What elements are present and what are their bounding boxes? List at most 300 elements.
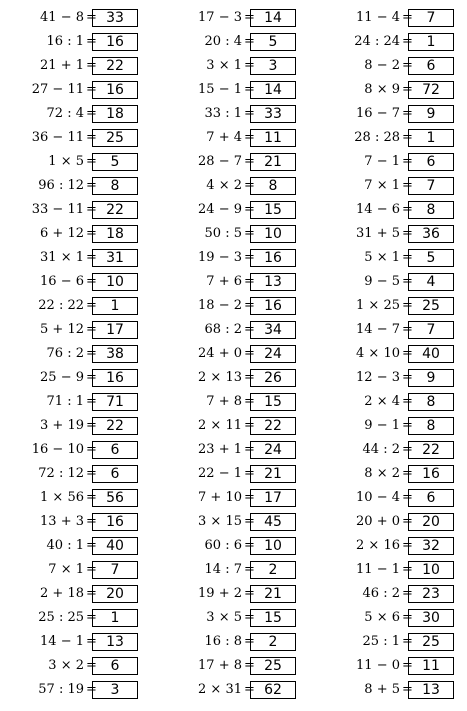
problem-row (12, 678, 162, 702)
problem-expression: 22 : 22 (38, 298, 84, 313)
equals-sign: = (86, 586, 97, 601)
problem-expression: 2 × 31 (198, 682, 242, 697)
answer-box[interactable]: 26 (250, 369, 296, 387)
equals-sign: = (244, 634, 255, 649)
problem-expression: 27 − 11 (31, 82, 84, 97)
answer-box[interactable]: 14 (250, 81, 296, 99)
problem-expression: 7 + 6 (206, 274, 242, 289)
equals-sign: = (402, 34, 413, 49)
equals-sign: = (402, 370, 413, 385)
answer-box[interactable]: 22 (92, 417, 138, 435)
equals-sign: = (86, 130, 97, 145)
problem-row (12, 126, 162, 150)
answer-box[interactable]: 30 (408, 609, 454, 627)
equals-sign: = (244, 562, 255, 577)
problem-expression: 18 − 2 (198, 298, 242, 313)
problem-expression: 2 × 11 (198, 418, 242, 433)
problem-row (328, 438, 467, 462)
equals-sign: = (244, 466, 255, 481)
problem-row (12, 78, 162, 102)
problem-row (328, 486, 467, 510)
answer-box[interactable]: 5 (408, 249, 454, 267)
problem-expression: 1 × 56 (40, 490, 84, 505)
answer-box[interactable]: 7 (92, 561, 138, 579)
answer-box[interactable]: 22 (92, 57, 138, 75)
problem-expression: 72 : 12 (38, 466, 84, 481)
problem-row (12, 270, 162, 294)
problem-expression: 60 : 6 (204, 538, 242, 553)
equals-sign: = (86, 322, 97, 337)
answer-box[interactable]: 1 (408, 33, 454, 51)
problem-row (328, 150, 467, 174)
problem-row (12, 366, 162, 390)
answer-box[interactable]: 13 (250, 273, 296, 291)
problem-row (170, 222, 320, 246)
equals-sign: = (244, 322, 255, 337)
problem-row (170, 438, 320, 462)
answer-box[interactable]: 25 (408, 633, 454, 651)
problem-row (170, 78, 320, 102)
equals-sign: = (244, 34, 255, 49)
answer-box[interactable]: 16 (92, 513, 138, 531)
equals-sign: = (86, 250, 97, 265)
answer-box[interactable]: 6 (92, 657, 138, 675)
answer-box[interactable]: 13 (92, 633, 138, 651)
equals-sign: = (86, 682, 97, 697)
answer-box[interactable]: 4 (408, 273, 454, 291)
answer-box[interactable]: 40 (92, 537, 138, 555)
problem-expression: 72 : 4 (46, 106, 84, 121)
problem-row (12, 222, 162, 246)
problem-row (328, 654, 467, 678)
equals-sign: = (402, 322, 413, 337)
answer-box[interactable]: 10 (250, 225, 296, 243)
answer-box[interactable]: 5 (250, 33, 296, 51)
problem-expression: 44 : 2 (362, 442, 400, 457)
equals-sign: = (402, 394, 413, 409)
answer-box[interactable]: 36 (408, 225, 454, 243)
problem-expression: 76 : 2 (46, 346, 84, 361)
problem-row (328, 462, 467, 486)
answer-box[interactable]: 33 (250, 105, 296, 123)
problem-expression: 2 × 4 (364, 394, 400, 409)
answer-box[interactable]: 16 (250, 297, 296, 315)
problem-expression: 3 × 1 (206, 58, 242, 73)
equals-sign: = (86, 634, 97, 649)
answer-box[interactable]: 20 (92, 585, 138, 603)
problem-expression: 17 + 8 (198, 658, 242, 673)
problem-row (12, 246, 162, 270)
problem-row (328, 678, 467, 702)
problem-expression: 6 + 12 (40, 226, 84, 241)
answer-box[interactable]: 10 (92, 273, 138, 291)
answer-box[interactable]: 15 (250, 201, 296, 219)
problem-expression: 28 : 28 (354, 130, 400, 145)
problem-expression: 28 − 7 (198, 154, 242, 169)
equals-sign: = (402, 634, 413, 649)
problem-row (12, 606, 162, 630)
answer-box[interactable]: 31 (92, 249, 138, 267)
answer-box[interactable]: 17 (92, 321, 138, 339)
equals-sign: = (244, 394, 255, 409)
answer-box[interactable]: 6 (92, 441, 138, 459)
problem-expression: 50 : 5 (204, 226, 242, 241)
problem-row (328, 126, 467, 150)
equals-sign: = (402, 154, 413, 169)
problem-expression: 9 − 5 (364, 274, 400, 289)
problem-expression: 19 + 2 (198, 586, 242, 601)
answer-box[interactable]: 25 (250, 657, 296, 675)
equals-sign: = (244, 346, 255, 361)
problem-row (12, 462, 162, 486)
problem-expression: 96 : 12 (38, 178, 84, 193)
answer-box[interactable]: 16 (92, 33, 138, 51)
equals-sign: = (244, 10, 255, 25)
problem-row (12, 174, 162, 198)
answer-box[interactable]: 1 (92, 297, 138, 315)
answer-box[interactable]: 15 (250, 609, 296, 627)
equals-sign: = (86, 490, 97, 505)
problem-expression: 15 − 1 (198, 82, 242, 97)
problem-row (328, 582, 467, 606)
problem-expression: 23 + 1 (198, 442, 242, 457)
answer-box[interactable]: 23 (408, 585, 454, 603)
problem-row (328, 222, 467, 246)
problem-row (328, 414, 467, 438)
equals-sign: = (244, 202, 255, 217)
answer-box[interactable]: 24 (250, 441, 296, 459)
problem-row (12, 6, 162, 30)
answer-box[interactable]: 56 (92, 489, 138, 507)
problem-expression: 1 × 5 (48, 154, 84, 169)
answer-box[interactable]: 40 (408, 345, 454, 363)
problem-row (170, 198, 320, 222)
problem-expression: 11 − 0 (356, 658, 400, 673)
problem-expression: 33 − 11 (31, 202, 84, 217)
problem-row (328, 558, 467, 582)
problem-row (170, 150, 320, 174)
equals-sign: = (402, 10, 413, 25)
equals-sign: = (86, 154, 97, 169)
problem-expression: 71 : 1 (46, 394, 84, 409)
answer-box[interactable]: 16 (250, 249, 296, 267)
equals-sign: = (244, 82, 255, 97)
equals-sign: = (86, 610, 97, 625)
problem-expression: 40 : 1 (46, 538, 84, 553)
problem-row (12, 534, 162, 558)
answer-box[interactable]: 25 (92, 129, 138, 147)
answer-box[interactable]: 8 (250, 177, 296, 195)
equals-sign: = (244, 154, 255, 169)
answer-box[interactable]: 7 (408, 9, 454, 27)
equals-sign: = (402, 562, 413, 577)
answer-box[interactable]: 25 (408, 297, 454, 315)
problem-row (328, 6, 467, 30)
problem-expression: 4 × 10 (356, 346, 400, 361)
problem-row (12, 342, 162, 366)
answer-box[interactable]: 8 (92, 177, 138, 195)
problem-expression: 24 + 0 (198, 346, 242, 361)
problem-expression: 7 + 10 (198, 490, 242, 505)
answer-box[interactable]: 6 (408, 153, 454, 171)
answer-box[interactable]: 24 (250, 345, 296, 363)
equals-sign: = (86, 10, 97, 25)
equals-sign: = (402, 418, 413, 433)
problem-row (170, 102, 320, 126)
problem-expression: 7 + 8 (206, 394, 242, 409)
equals-sign: = (244, 178, 255, 193)
problem-row (12, 198, 162, 222)
answer-box[interactable]: 72 (408, 81, 454, 99)
problem-row (328, 246, 467, 270)
problem-expression: 31 + 5 (356, 226, 400, 241)
problem-row (170, 318, 320, 342)
problem-row (328, 54, 467, 78)
equals-sign: = (244, 658, 255, 673)
equals-sign: = (402, 130, 413, 145)
equals-sign: = (402, 490, 413, 505)
equals-sign: = (244, 370, 255, 385)
problem-row (12, 102, 162, 126)
problem-row (170, 366, 320, 390)
problem-row (170, 6, 320, 30)
problem-expression: 8 − 2 (364, 58, 400, 73)
problem-expression: 57 : 19 (38, 682, 84, 697)
answer-box[interactable]: 16 (92, 81, 138, 99)
answer-box[interactable]: 11 (408, 657, 454, 675)
answer-box[interactable]: 5 (92, 153, 138, 171)
problem-row (170, 606, 320, 630)
equals-sign: = (86, 514, 97, 529)
equals-sign: = (86, 418, 97, 433)
answer-box[interactable]: 9 (408, 369, 454, 387)
problem-row (12, 582, 162, 606)
equals-sign: = (402, 442, 413, 457)
problem-row (170, 174, 320, 198)
problem-expression: 22 − 1 (198, 466, 242, 481)
answer-box[interactable]: 22 (92, 201, 138, 219)
equals-sign: = (244, 250, 255, 265)
problem-row (328, 510, 467, 534)
answer-box[interactable]: 3 (250, 57, 296, 75)
equals-sign: = (244, 226, 255, 241)
problem-row (328, 390, 467, 414)
problem-row (328, 174, 467, 198)
answer-box[interactable]: 10 (250, 537, 296, 555)
answer-box[interactable]: 1 (408, 129, 454, 147)
problem-row (170, 126, 320, 150)
answer-box[interactable]: 16 (92, 369, 138, 387)
problem-row (170, 342, 320, 366)
problem-row (170, 654, 320, 678)
problem-expression: 68 : 2 (204, 322, 242, 337)
problem-expression: 14 : 7 (204, 562, 242, 577)
problem-expression: 16 : 8 (204, 634, 242, 649)
problem-expression: 14 − 6 (356, 202, 400, 217)
answer-box[interactable]: 2 (250, 633, 296, 651)
problem-row (12, 390, 162, 414)
problem-row (328, 102, 467, 126)
problem-column-1 (12, 6, 162, 702)
problem-row (170, 54, 320, 78)
answer-box[interactable]: 34 (250, 321, 296, 339)
problem-expression: 11 − 1 (356, 562, 400, 577)
answer-box[interactable]: 6 (92, 465, 138, 483)
problem-expression: 3 × 15 (198, 514, 242, 529)
problem-row (12, 414, 162, 438)
equals-sign: = (402, 106, 413, 121)
problem-row (170, 486, 320, 510)
equals-sign: = (402, 466, 413, 481)
answer-box[interactable]: 21 (250, 153, 296, 171)
problem-row (170, 246, 320, 270)
equals-sign: = (244, 442, 255, 457)
answer-box[interactable]: 32 (408, 537, 454, 555)
problem-expression: 36 − 11 (31, 130, 84, 145)
equals-sign: = (244, 490, 255, 505)
answer-box[interactable]: 20 (408, 513, 454, 531)
equals-sign: = (244, 298, 255, 313)
problem-expression: 8 × 9 (364, 82, 400, 97)
problem-row (170, 294, 320, 318)
equals-sign: = (402, 274, 413, 289)
equals-sign: = (86, 370, 97, 385)
equals-sign: = (402, 202, 413, 217)
answer-box[interactable]: 8 (408, 417, 454, 435)
problem-expression: 25 − 9 (40, 370, 84, 385)
equals-sign: = (402, 658, 413, 673)
problem-expression: 17 − 3 (198, 10, 242, 25)
problem-expression: 14 − 7 (356, 322, 400, 337)
answer-box[interactable]: 22 (250, 417, 296, 435)
problem-expression: 24 : 24 (354, 34, 400, 49)
equals-sign: = (402, 610, 413, 625)
problem-row (12, 318, 162, 342)
equals-sign: = (86, 394, 97, 409)
equals-sign: = (86, 658, 97, 673)
equals-sign: = (244, 130, 255, 145)
equals-sign: = (86, 226, 97, 241)
equals-sign: = (402, 82, 413, 97)
answer-box[interactable]: 2 (250, 561, 296, 579)
problem-row (12, 558, 162, 582)
answer-box[interactable]: 8 (408, 393, 454, 411)
equals-sign: = (86, 274, 97, 289)
equals-sign: = (244, 514, 255, 529)
answer-box[interactable]: 11 (250, 129, 296, 147)
answer-box[interactable]: 71 (92, 393, 138, 411)
problem-expression: 5 × 1 (364, 250, 400, 265)
problem-row (12, 54, 162, 78)
answer-box[interactable]: 8 (408, 201, 454, 219)
problem-expression: 16 − 7 (356, 106, 400, 121)
answer-box[interactable]: 1 (92, 609, 138, 627)
problem-row (170, 30, 320, 54)
problem-row (12, 510, 162, 534)
problem-expression: 46 : 2 (362, 586, 400, 601)
problem-row (12, 150, 162, 174)
answer-box[interactable]: 22 (408, 441, 454, 459)
answer-box[interactable]: 6 (408, 489, 454, 507)
answer-box[interactable]: 45 (250, 513, 296, 531)
equals-sign: = (86, 82, 97, 97)
equals-sign: = (402, 514, 413, 529)
worksheet (0, 6, 467, 706)
problem-row (12, 438, 162, 462)
equals-sign: = (244, 538, 255, 553)
problem-row (328, 270, 467, 294)
problem-expression: 33 : 1 (204, 106, 242, 121)
problem-row (328, 366, 467, 390)
equals-sign: = (402, 226, 413, 241)
problem-row (328, 30, 467, 54)
problem-expression: 16 − 10 (31, 442, 84, 457)
problem-column-3 (328, 6, 467, 702)
answer-box[interactable]: 18 (92, 225, 138, 243)
problem-expression: 20 : 4 (204, 34, 242, 49)
problem-expression: 3 + 19 (40, 418, 84, 433)
equals-sign: = (402, 586, 413, 601)
answer-box[interactable]: 14 (250, 9, 296, 27)
answer-box[interactable]: 33 (92, 9, 138, 27)
problem-row (170, 630, 320, 654)
answer-box[interactable]: 9 (408, 105, 454, 123)
problem-expression: 2 × 13 (198, 370, 242, 385)
answer-box[interactable]: 7 (408, 177, 454, 195)
answer-box[interactable]: 18 (92, 105, 138, 123)
answer-box[interactable]: 6 (408, 57, 454, 75)
equals-sign: = (244, 586, 255, 601)
problem-expression: 5 × 6 (364, 610, 400, 625)
problem-row (170, 534, 320, 558)
problem-expression: 10 − 4 (356, 490, 400, 505)
problem-expression: 7 × 1 (48, 562, 84, 577)
problem-row (12, 486, 162, 510)
answer-box[interactable]: 17 (250, 489, 296, 507)
equals-sign: = (244, 274, 255, 289)
problem-row (12, 294, 162, 318)
problem-row (12, 630, 162, 654)
answer-box[interactable]: 7 (408, 321, 454, 339)
problem-expression: 16 : 1 (46, 34, 84, 49)
equals-sign: = (402, 250, 413, 265)
problem-row (170, 390, 320, 414)
problem-row (328, 630, 467, 654)
answer-box[interactable]: 21 (250, 465, 296, 483)
answer-box[interactable]: 13 (408, 681, 454, 699)
problem-row (328, 318, 467, 342)
equals-sign: = (402, 538, 413, 553)
answer-box[interactable]: 10 (408, 561, 454, 579)
answer-box[interactable]: 38 (92, 345, 138, 363)
answer-box[interactable]: 16 (408, 465, 454, 483)
problem-expression: 21 + 1 (40, 58, 84, 73)
equals-sign: = (86, 538, 97, 553)
answer-box[interactable]: 62 (250, 681, 296, 699)
answer-box[interactable]: 21 (250, 585, 296, 603)
problem-row (328, 78, 467, 102)
problem-expression: 8 × 2 (364, 466, 400, 481)
answer-box[interactable]: 3 (92, 681, 138, 699)
problem-expression: 9 − 1 (364, 418, 400, 433)
equals-sign: = (86, 58, 97, 73)
problem-expression: 7 × 1 (364, 178, 400, 193)
equals-sign: = (86, 202, 97, 217)
answer-box[interactable]: 15 (250, 393, 296, 411)
problem-row (170, 270, 320, 294)
problem-expression: 13 + 3 (40, 514, 84, 529)
equals-sign: = (86, 178, 97, 193)
